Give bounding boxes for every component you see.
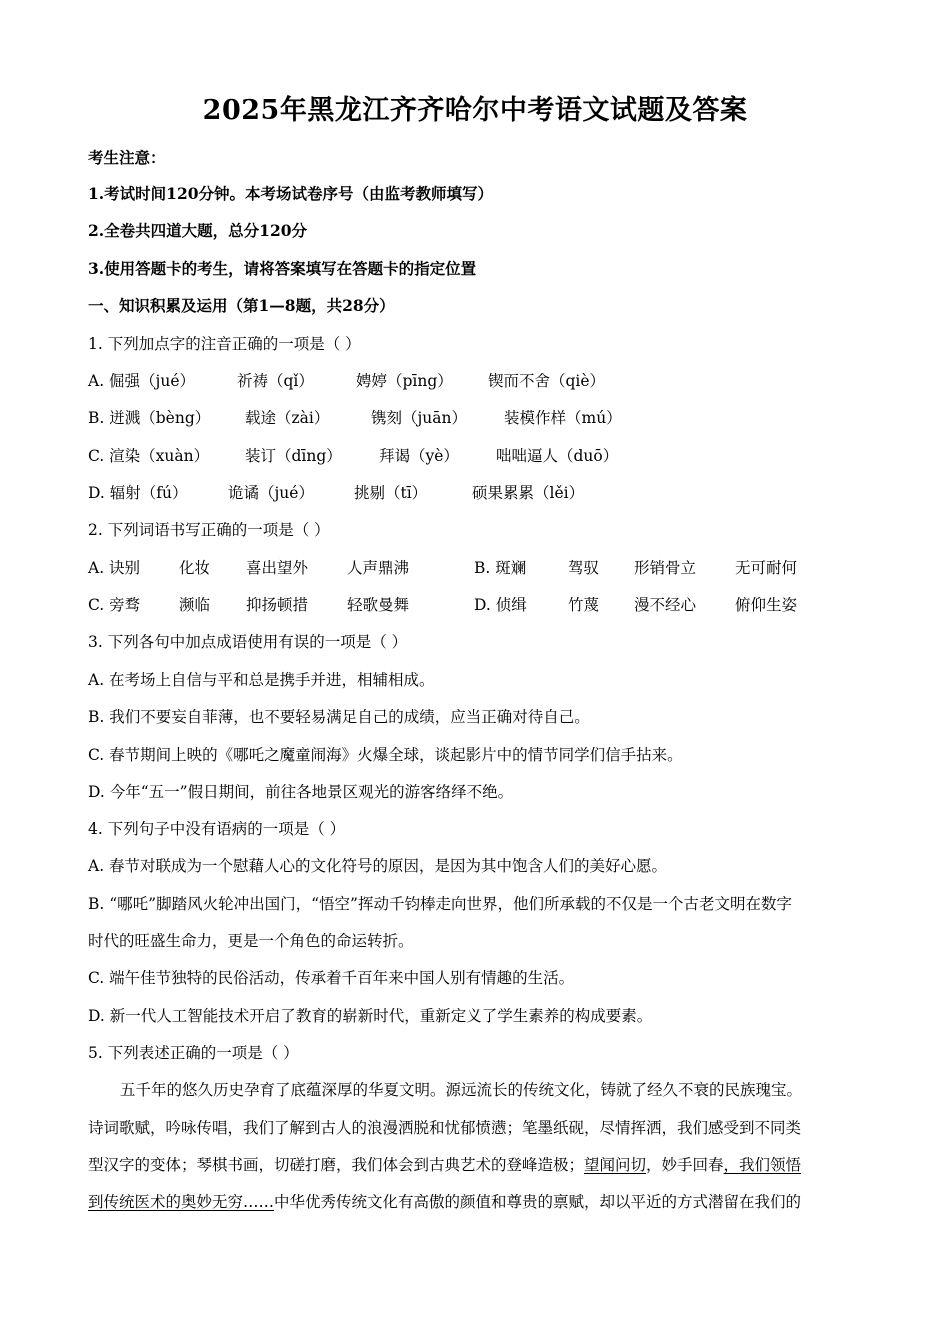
q3-stem: 3. 下列各句中加点成语使用有误的一项是（ ） <box>88 633 408 651</box>
q4-option-c: C. 端午佳节独特的民俗活动，传承着千百年来中国人别有情趣的生活。 <box>88 969 575 987</box>
q2-r2-8: 俯仰生姿 <box>735 596 798 614</box>
q1-b-3: 镌刻（juān） <box>371 409 468 427</box>
q5-p3-text: 型汉字的变体；琴棋书画，切磋打磨，我们体会到古典艺术的登峰造极； <box>88 1156 585 1174</box>
q3-option-a: A. 在考场上自信与平和总是携手并进，相辅相成。 <box>88 671 435 689</box>
notice-heading: 考生注意： <box>88 148 166 167</box>
q1-a-3: 娉婷（pīng） <box>356 372 453 390</box>
q5-p3-underlined-2: ，我们领悟 <box>723 1156 802 1174</box>
q5-p4-text: 中华优秀传统文化有高傲的颜值和尊贵的禀赋，却以平近的方式潜留在我们的 <box>274 1193 802 1211</box>
q2-r2-1: C. 旁骛 <box>88 596 141 614</box>
q2-r2-6: 竹蔑 <box>568 596 600 614</box>
q2-r1-4: 人声鼎沸 <box>347 559 410 577</box>
q1-stem: 1. 下列加点字的注音正确的一项是（ ） <box>88 335 361 353</box>
q1-d-3: 挑剔（tī） <box>354 484 428 502</box>
q1-b-4: 装模作样（mú） <box>504 409 622 427</box>
q3-option-d: D. 今年“五一”假日期间，前往各地景区观光的游客络绎不绝。 <box>88 783 514 801</box>
q2-r2-3: 抑扬顿措 <box>246 596 309 614</box>
q1-a-2: 祈祷（qǐ） <box>237 372 314 390</box>
q2-r2-4: 轻歌曼舞 <box>347 596 410 614</box>
q2-r1-7: 形销骨立 <box>634 559 697 577</box>
q1-b-1: B. 迸溅（bèng） <box>88 409 211 427</box>
q4-option-b-line2: 时代的旺盛生命力，更是一个角色的命运转折。 <box>88 932 414 950</box>
q1-d-4: 硕果累累（lěi） <box>472 484 585 502</box>
q2-r1-3: 喜出望外 <box>246 559 309 577</box>
q1-c-4: 咄咄逼人（duō） <box>496 447 619 465</box>
q5-p3-text-2: ，妙手回春 <box>646 1156 724 1174</box>
q5-p3-underlined-1: 望闻问切 <box>584 1156 647 1174</box>
q5-passage-line4 <box>88 1190 868 1212</box>
q2-r2-2: 濒临 <box>179 596 211 614</box>
q1-d-2: 诡谲（jué） <box>228 484 314 502</box>
q1-a-1: A. 倔强（jué） <box>88 372 196 390</box>
q1-d-1: D. 辐射（fú） <box>88 484 188 502</box>
q4-option-d: D. 新一代人工智能技术开启了教育的崭新时代，重新定义了学生素养的构成要素。 <box>88 1007 653 1025</box>
section-heading-1: 一、知识积累及运用（第1—8题，共28分） <box>88 296 395 315</box>
q4-option-a: A. 春节对联成为一个慰藉人心的文化符号的原因，是因为其中饱含人们的美好心愿。 <box>88 857 668 875</box>
q1-a-4: 锲而不舍（qiè） <box>488 372 606 390</box>
notice-item-2: 2.全卷共四道大题，总分120分 <box>88 221 308 240</box>
notice-item-3: 3.使用答题卡的考生，请将答案填写在答题卡的指定位置 <box>88 259 477 278</box>
q5-p4-underlined: 到传统医术的奥妙无穷…… <box>88 1193 275 1211</box>
q2-stem: 2. 下列词语书写正确的一项是（ ） <box>88 521 330 539</box>
q2-r2-7: 漫不经心 <box>634 596 697 614</box>
notice-item-1: 1.考试时间120分钟。本考场试卷序号（由监考教师填写） <box>88 184 494 203</box>
q2-r2-5: D. 侦缉 <box>474 596 527 614</box>
q5-passage-line2: 诗词歌赋，吟咏传唱，我们了解到古人的浪漫洒脱和忧郁愤懑；笔墨纸砚，尽情挥洒，我们感受到不同类 <box>88 1119 802 1137</box>
q1-c-3: 拜谒（yè） <box>379 447 459 465</box>
q2-r1-8: 无可耐何 <box>735 559 798 577</box>
q4-stem: 4. 下列句子中没有语病的一项是（ ） <box>88 820 346 838</box>
q2-r1-6: 驾驭 <box>568 559 600 577</box>
q1-c-2: 装订（dīng） <box>245 447 342 465</box>
q2-r1-5: B. 斑斓 <box>474 559 527 577</box>
q2-r1-1: A. 诀别 <box>88 559 141 577</box>
q4-option-b-line1: B. “哪吒”脚踏风火轮冲出国门，“悟空”挥动千钧棒走向世界，他们所承载的不仅是一个古老文明在数字 <box>88 895 792 913</box>
q1-b-2: 载途（zài） <box>245 409 330 427</box>
q3-option-b: B. 我们不要妄自菲薄，也不要轻易满足自己的成绩，应当正确对待自己。 <box>88 708 590 726</box>
q2-r1-2: 化妆 <box>179 559 211 577</box>
q5-passage-line3 <box>88 1153 868 1175</box>
q1-c-1: C. 渲染（xuàn） <box>88 447 210 465</box>
q5-passage-line1: 五千年的悠久历史孕育了底蕴深厚的华夏文明。源远流长的传统文化，铸就了经久不衰的民族瑰宝。 <box>120 1081 803 1099</box>
q3-option-c: C. 春节期间上映的《哪吒之魔童闹海》火爆全球，谈起影片中的情节同学们信手拈来。 <box>88 746 683 764</box>
q5-stem: 5. 下列表述正确的一项是（ ） <box>88 1044 299 1062</box>
page-title: 2025年黑龙江齐齐哈尔中考语文试题及答案 <box>202 95 748 126</box>
